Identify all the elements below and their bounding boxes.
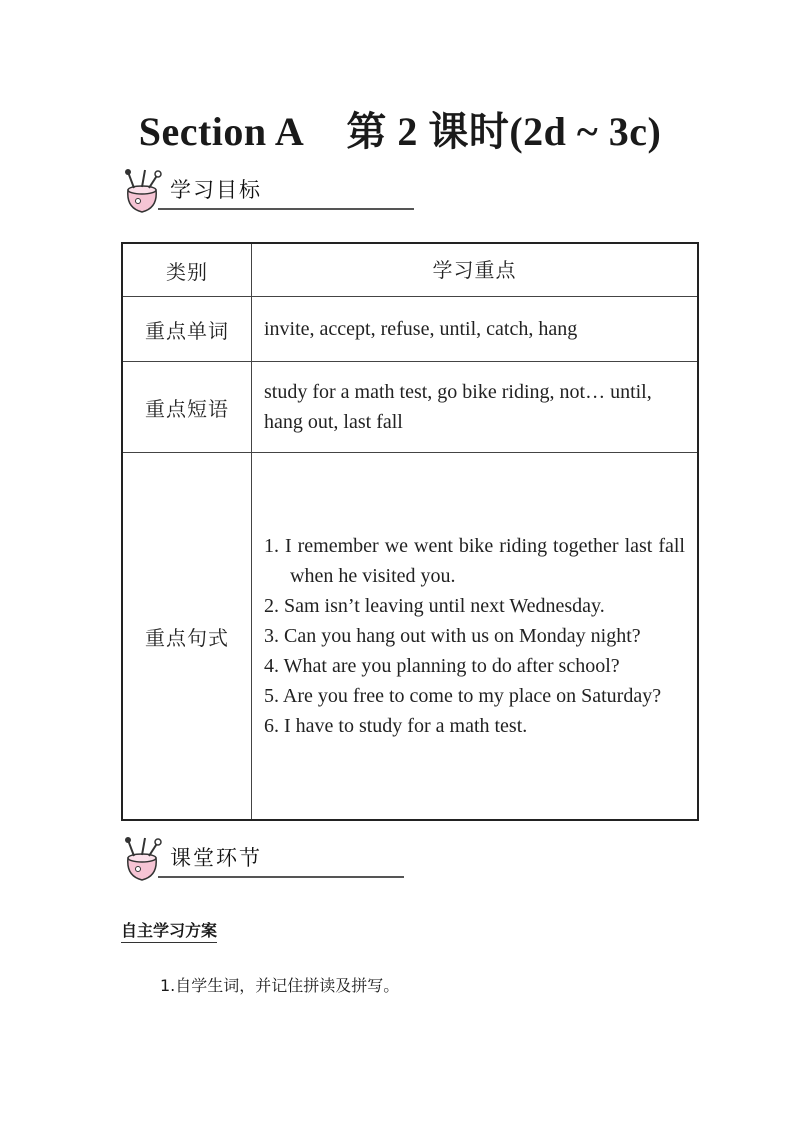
- key-words: invite, accept, refuse, until, catch, hang: [252, 297, 699, 362]
- heading-underline: [158, 208, 414, 210]
- row-category-sentences: 重点句式: [122, 453, 252, 821]
- list-item: 2. Sam isn’t leaving until next Wednesday.: [264, 595, 605, 617]
- plan-item: 1.自学生词，并记住拼读及拼写。: [160, 976, 400, 995]
- self-study-plan-label: 自主学习方案: [121, 918, 217, 943]
- table-row: [122, 297, 698, 362]
- lesson-title: 第 2 课时(2d ~ 3c): [346, 109, 662, 154]
- header-category: 类别: [122, 243, 252, 297]
- header-focus: 学习重点: [252, 243, 699, 297]
- objectives-heading-text: 学习目标: [170, 178, 262, 202]
- classroom-heading: [118, 836, 318, 886]
- key-phrases: study for a math test, go bike riding, not… until, hang out, last fall: [252, 362, 699, 453]
- list-item: 1. I remember we went bike riding together last fall when he visited you.: [264, 535, 685, 587]
- table-row: [122, 362, 698, 453]
- list-item: 5. Are you free to come to my place on Saturday?: [264, 685, 662, 707]
- row-category-phrases: 重点短语: [122, 362, 252, 453]
- row-category-words: 重点单词: [122, 297, 252, 362]
- list-item: 6. I have to study for a math test.: [264, 715, 528, 737]
- heading-underline: [158, 876, 404, 878]
- table-row: [122, 453, 698, 821]
- section-title: Section A: [138, 109, 305, 154]
- list-item: 4. What are you planning to do after school?: [264, 655, 620, 677]
- classroom-heading-text: 课堂环节: [170, 846, 262, 870]
- list-item: 3. Can you hang out with us on Monday night?: [264, 625, 641, 647]
- table-header-row: [122, 243, 698, 297]
- objectives-heading: [118, 168, 318, 218]
- learning-goals-table: [121, 242, 699, 821]
- key-sentences: [252, 453, 699, 821]
- sentence-list: [264, 531, 685, 741]
- page-title: [0, 100, 800, 157]
